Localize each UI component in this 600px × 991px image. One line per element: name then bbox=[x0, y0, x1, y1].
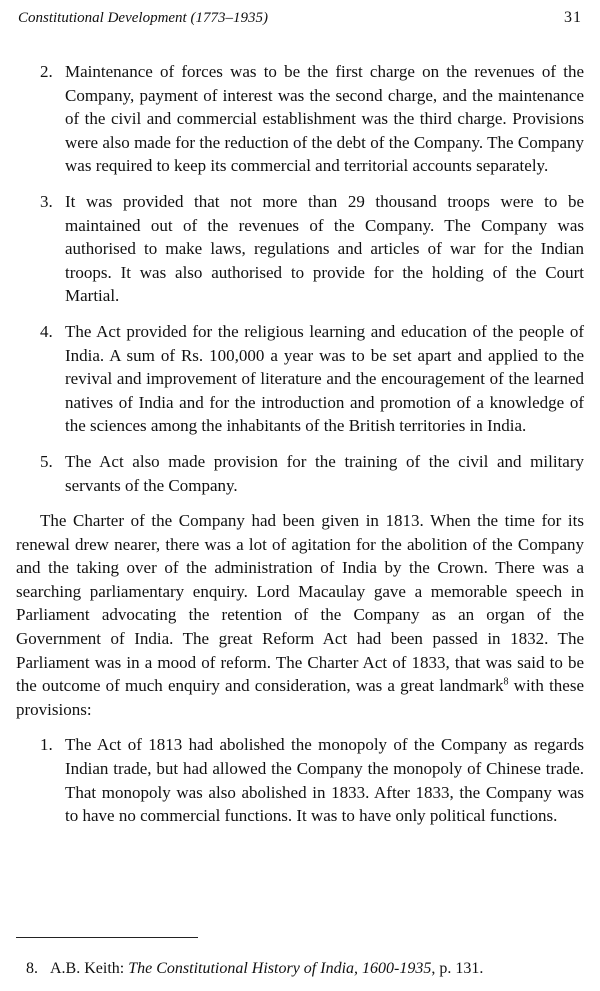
list-item-text: Maintenance of forces was to be the first charge on the revenues of the Company, payment of interest was the second charge, and the maintenance of the civil and commercial establishment was the third charge. Provisions were also made for the reduction of the debt of the Company. The Company was required to keep its commercial and territorial accounts separately. bbox=[65, 62, 584, 176]
list-item-number: 3. bbox=[40, 191, 53, 211]
footnote bbox=[16, 959, 584, 979]
footnote-page: , p. 131. bbox=[431, 960, 484, 977]
footnote-number: 8. bbox=[26, 960, 38, 977]
footnote-divider bbox=[16, 937, 198, 938]
list-item-number: 5. bbox=[40, 451, 53, 471]
running-title: Constitutional Development (1773–1935) bbox=[18, 10, 268, 26]
list-item bbox=[16, 60, 584, 178]
paragraph-text-tail: with these provisions: bbox=[16, 676, 584, 719]
list-item-number: 4. bbox=[40, 321, 53, 341]
running-header bbox=[18, 9, 582, 27]
page-body bbox=[16, 60, 584, 840]
list-item-number: 2. bbox=[40, 62, 53, 81]
list-item-text: The Act of 1813 had abolished the monopoly of the Company as regards Indian trade, but had allowed the Company the monopoly of Chinese trade. That monopoly was also abolished in 1833. After 1833, the Company was to have no commercial functions. It was to have only political functions. bbox=[65, 735, 584, 826]
list-item-number: 1. bbox=[40, 735, 53, 755]
page-number: 31 bbox=[564, 9, 582, 26]
list-item bbox=[16, 733, 584, 827]
list-item bbox=[16, 190, 584, 308]
footnote-work-title: The Constitutional History of India, 1600-1935 bbox=[128, 960, 432, 977]
footnote-author: A.B. Keith: bbox=[50, 960, 129, 977]
list-item-text: The Act provided for the religious learning and education of the people of India. A sum of Rs. 100,000 a year was to be set apart and applied to the revival and improvement of literature and the encouragement of the learned natives of India and for the introduction and promotion of a knowledge of the sciences among the inhabitants of the British territories in India. bbox=[65, 321, 584, 436]
paragraph-text: The Charter of the Company had been given in 1813. When the time for its renewal drew nearer, there was a lot of agitation for the abolition of the Company and the taking over of the administration of India by the Crown. There was a searching parliamentary enquiry. Lord Macaulay gave a memorable speech in Parliament advocating the retention of the Company as an organ of the Government of India. The great Reform Act had been passed in 1832. The Parliament was in a mood of reform. The Charter Act of 1833, that was said to be the outcome of much enquiry and consideration, was a great landmark bbox=[16, 511, 584, 696]
list-item-text: It was provided that not more than 29 thousand troops were to be maintained out of the revenues of the Company. The Company was authorised to make laws, regulations and articles of war for the Indian troops. It was also authorised to provide for the holding of the Court Martial. bbox=[65, 191, 584, 306]
list-item-text: The Act also made provision for the training of the civil and military servants of the Company. bbox=[65, 451, 584, 495]
footnote-reference[interactable]: 8 bbox=[503, 676, 509, 688]
list-item bbox=[16, 320, 584, 438]
body-paragraph bbox=[16, 509, 584, 721]
list-item bbox=[16, 450, 584, 497]
